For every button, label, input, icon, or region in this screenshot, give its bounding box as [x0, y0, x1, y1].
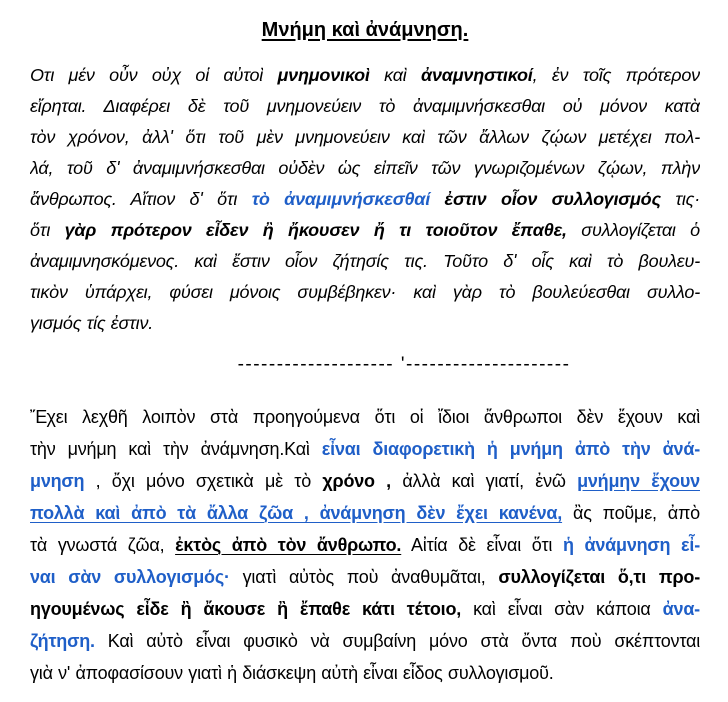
text-run: τὰ γνωστά ζῶα, — [30, 535, 176, 555]
page-title: Μνήμη καὶ ἀνάμνηση. — [261, 19, 469, 41]
text-run: τικὸν ὑπάρχει, φύσει μόνοις συμβέβηκεν· καὶ γὰρ τὸ βουλεύεσθαι συλλο- — [30, 282, 700, 302]
text-run: Αἰτία δὲ εἶναι ὅτι — [401, 535, 563, 555]
text-run: ζήτηση. — [30, 631, 95, 651]
text-line — [30, 122, 700, 153]
text-line — [30, 215, 700, 246]
text-line — [30, 657, 700, 689]
text-line — [30, 625, 700, 657]
text-run: ἐστιν οἷον συλλογισμός — [444, 189, 661, 209]
text-run: Ἔχει λεχθῆ λοιπὸν στὰ προηγούμενα ὅτι οἱ ἴδιοι ἄνθρωποι δὲν ἔχουν καὶ — [30, 407, 700, 427]
text-run: μνηση — [30, 471, 85, 491]
text-run: μνήμην ἔχουν — [577, 471, 700, 491]
text-run: ναι σὰν συλλογισμός· — [30, 567, 230, 587]
text-run: ἐκτὸς ἀπὸ τὸν ἄνθρωπο. — [175, 535, 402, 555]
text-run: ἂς ποῦμε, ἀπὸ — [562, 503, 700, 523]
text-run: Οτι μέν οὖν οὐχ οἱ αὐτοὶ — [30, 65, 278, 85]
text-line — [30, 561, 700, 593]
text-run: μνημονικοὶ — [277, 65, 370, 85]
text-run: τις· — [660, 189, 700, 209]
text-run: Καὶ αὐτὸ εἶναι φυσικὸ νὰ συμβαίνη μόνο στὰ ὄντα ποὺ σκέπτονται — [94, 631, 700, 651]
text-run: ἄνθρωπος. Αἴτιον δ' ὅτι — [30, 189, 252, 209]
text-run: πολλὰ καὶ ἀπὸ τὰ ἄλλα ζῶα , ἀνάμνηση δὲν ἔχει κανένα, — [30, 503, 563, 523]
text-run: γὰρ πρότερον εἶδεν ἢ ἤκουσεν ἤ τι τοιοῦτον ἔπαθε, — [64, 220, 567, 240]
text-run: εἴρηται. Διαφέρει δὲ τοῦ μνημονεύειν τὸ ἀναμιμνήσκεσθαι οὐ μόνον κατὰ — [30, 96, 700, 116]
text-line — [30, 401, 700, 433]
text-line — [30, 497, 700, 529]
text-run: ἡ ἀνάμνηση εἶ- — [562, 535, 700, 555]
text-run: τὴν μνήμη καὶ τὴν ἀνάμνηση.Καὶ — [30, 439, 322, 459]
text-line — [30, 60, 700, 91]
text-run: ἀνα- — [662, 599, 700, 619]
section-divider: -------------------- '--------------------- — [237, 354, 571, 375]
text-run: , ὄχι μόνο σχετικὰ μὲ τὸ — [84, 471, 323, 491]
text-run: τὸ ἀναμιμνήσκεσθαί — [251, 189, 445, 209]
text-line — [30, 308, 700, 339]
text-run: γιὰ ν' ἀποφασίσουν γιατὶ ἡ διάσκεψη αὐτὴ εἶναι εἶδος συλλογισμοῦ. — [30, 663, 554, 683]
text-run: καὶ εἶναι σὰν κάποια — [461, 599, 663, 619]
modern-greek-paragraph — [30, 401, 700, 689]
text-run: εἶναι διαφορετικὴ ἡ μνήμη ἀπὸ τὴν ἀνά- — [321, 439, 700, 459]
text-run: ηγουμένως εἶδε ἢ ἄκουσε ἢ ἔπαθε κάτι τέτοιο, — [30, 599, 462, 619]
text-run: ἀναμνηστικοί — [421, 65, 533, 85]
text-run: ὅτι — [30, 220, 65, 240]
text-line — [30, 184, 700, 215]
text-run: γιατὶ αὐτὸς ποὺ ἀναθυμᾶται, — [229, 567, 499, 587]
text-line — [30, 529, 700, 561]
text-line — [30, 465, 700, 497]
text-run: χρόνο , — [322, 471, 391, 491]
text-line — [30, 153, 700, 184]
text-run: ἀλλὰ καὶ γιατί, ἐνῶ — [390, 471, 578, 491]
ancient-greek-paragraph — [30, 60, 700, 339]
text-run: λά, τοῦ δ' ἀναμιμνήσκεσθαι οὐδὲν ὡς εἰπεῖν τῶν γνωριζομένων ζῴων, πλὴν — [30, 158, 700, 178]
text-line — [30, 277, 700, 308]
text-line — [30, 91, 700, 122]
text-line — [30, 246, 700, 277]
text-run: συλλογίζεται ὅ,τι προ- — [498, 567, 700, 587]
text-run: τὸν χρόνον, ἀλλ' ὅτι τοῦ μὲν μνημονεύειν καὶ τῶν ἄλλων ζῴων μετέχει πολ- — [30, 127, 700, 147]
text-line — [30, 433, 700, 465]
text-run: , ἐν τοῖς πρότερον — [532, 65, 700, 85]
text-run: γισμός τίς ἐστιν. — [30, 313, 154, 333]
text-line — [30, 593, 700, 625]
text-run: καὶ — [369, 65, 422, 85]
text-run: συλλογίζεται ὁ — [566, 220, 700, 240]
text-run: ἀναμιμνησκόμενος. καὶ ἔστιν οἷον ζήτησίς τις. Τοῦτο δ' οἷς καὶ τὸ βουλευ- — [30, 251, 700, 271]
